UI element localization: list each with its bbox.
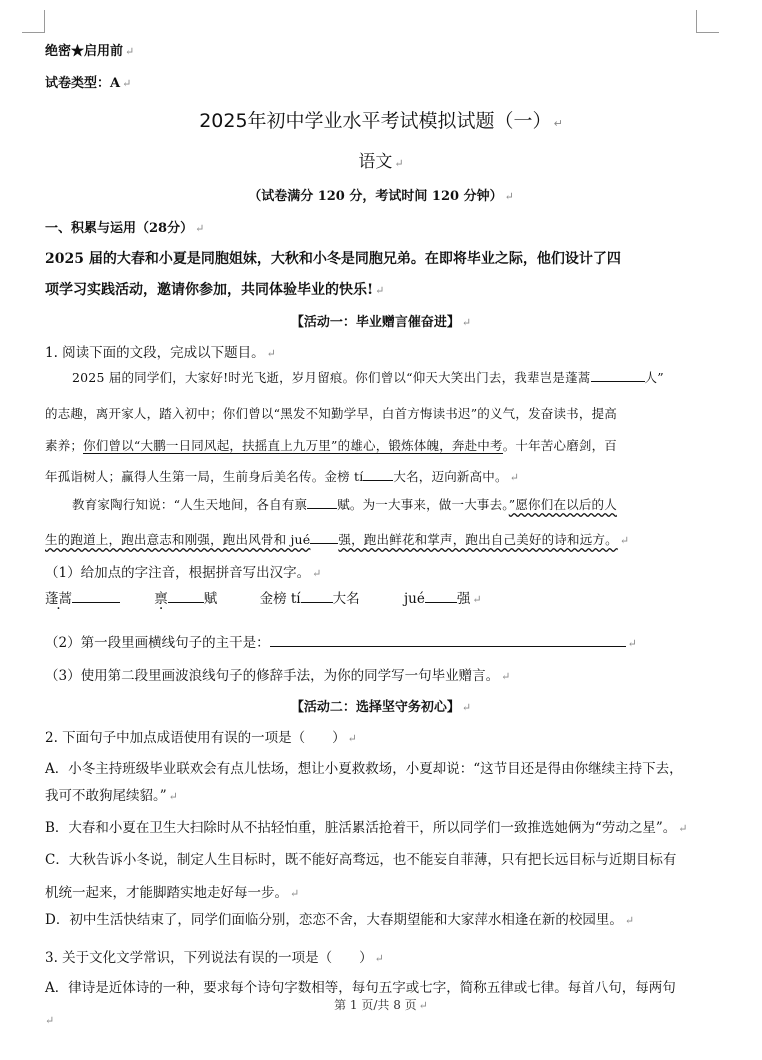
fill-row: 蓬蒿 禀 赋 金榜 tí 大名 jué 强 ↵ (45, 591, 482, 607)
subject-title: 语文 ↵ (358, 152, 404, 172)
option-c-line-2: 机统一起来，才能脚踏实地走好每一步。 ↵ (45, 885, 300, 901)
option-a-line-2: 我可不敢狗尾续貂。” ↵ (45, 788, 178, 804)
activity-1-title: 【活动一：毕业赠言催奋进】 ↵ (290, 315, 472, 330)
option-d: D．初中生活快结束了，同学们面临分别，恋恋不舍，大春期望能和大家萍水相逢在新的校园里。 ↵ (45, 912, 635, 928)
question-2: 2. 下面句子中加点成语使用有误的一项是（ ） ↵ (45, 730, 357, 746)
underlined-sentence: 你们曾以“大鹏一日同风起，扶摇直上九万里”的雄心，锻炼体魄，奔赴中考 (83, 438, 503, 453)
passage-line-5: 教育家陶行知说：“人生天地间，各自有禀 赋。为一大事来，做一大事去。”愿你们在以后的人 (72, 497, 617, 512)
passage-line-2: 的志趣，离开家人，踏入初中；你们曾以“黑发不知勤学早，白首方悔读书迟”的义气，发奋读书，提高 (45, 406, 617, 421)
section-heading: 一、积累与运用（28分） ↵ (45, 221, 205, 236)
crop-mark-top-right (696, 10, 719, 33)
option-c-line-1: C．大秋告诉小冬说，制定人生目标时，既不能好高骛远，也不能妄自菲薄，只有把长远目标与近期目标有 (45, 852, 677, 868)
passage-line-6: 生的跑道上，跑出意志和刚强，跑出风骨和 jué 强，跑出鲜花和掌声，跑出自己美好的诗和远方。 ↵ (45, 532, 630, 547)
question-3-option-a: A．律诗是近体诗的一种，要求每个诗句字数相等，每句五字或七字，简称五律或七律。每首八句，每两句 (45, 980, 676, 996)
passage-line-4: 年孤诣树人；赢得人生第一局，生前身后美名传。金榜 tí 大名，迈向新高中。 ↵ (45, 469, 520, 484)
crop-mark-top-left (22, 10, 45, 33)
sub-question-2: （2）第一段里画横线句子的主干是： ↵ (45, 635, 637, 651)
page-title: 2025年初中学业水平考试模拟试题（一） ↵ (199, 110, 563, 132)
page-footer: 第 1 页/共 8 页 ↵ (334, 998, 428, 1012)
intro-line-2: 项学习实践活动，邀请你参加，共同体验毕业的快乐! ↵ (45, 282, 385, 298)
passage-line-1: 2025 届的同学们，大家好!时光飞逝，岁月留痕。你们曾以“仰天大笑出门去，我辈岂是蓬蒿 人” (72, 370, 664, 385)
question-3: 3. 关于文化文学常识，下列说法有误的一项是（ ） ↵ (45, 950, 384, 966)
secret-label: 绝密★启用前 ↵ (45, 44, 135, 59)
sub-question-3: （3）使用第二段里画波浪线句子的修辞手法，为你的同学写一句毕业赠言。 ↵ (45, 668, 511, 684)
paragraph-mark: ↵ (45, 1014, 55, 1027)
passage-line-3: 素养；你们曾以“大鹏一日同风起，扶摇直上九万里”的雄心，锻炼体魄，奔赴中考。十年苦心磨剑，百 (45, 438, 618, 453)
option-b: B．大春和小夏在卫生大扫除时从不拈轻怕重，脏活累活抢着干，所以同学们一致推选她俩为“劳动之星”。 ↵ (45, 820, 688, 836)
activity-2-title: 【活动二：选择坚守务初心】 ↵ (290, 700, 472, 715)
exam-info: （试卷满分 120 分，考试时间 120 分钟） ↵ (248, 189, 514, 204)
intro-line-1: 2025 届的大春和小夏是同胞姐妹，大秋和小冬是同胞兄弟。在即将毕业之际，他们设计了四 (45, 251, 621, 267)
question-1-prompt: 1. 阅读下面的文段，完成以下题目。 ↵ (45, 345, 276, 361)
paper-type: 试卷类型：A ↵ (45, 76, 132, 91)
sub-question-1: （1）给加点的字注音，根据拼音写出汉字。 ↵ (45, 565, 322, 581)
option-a-line-1: A．小冬主持班级毕业联欢会有点儿怯场，想让小夏救救场，小夏却说：“这节目还是得由你继续主持下去， (45, 761, 683, 777)
